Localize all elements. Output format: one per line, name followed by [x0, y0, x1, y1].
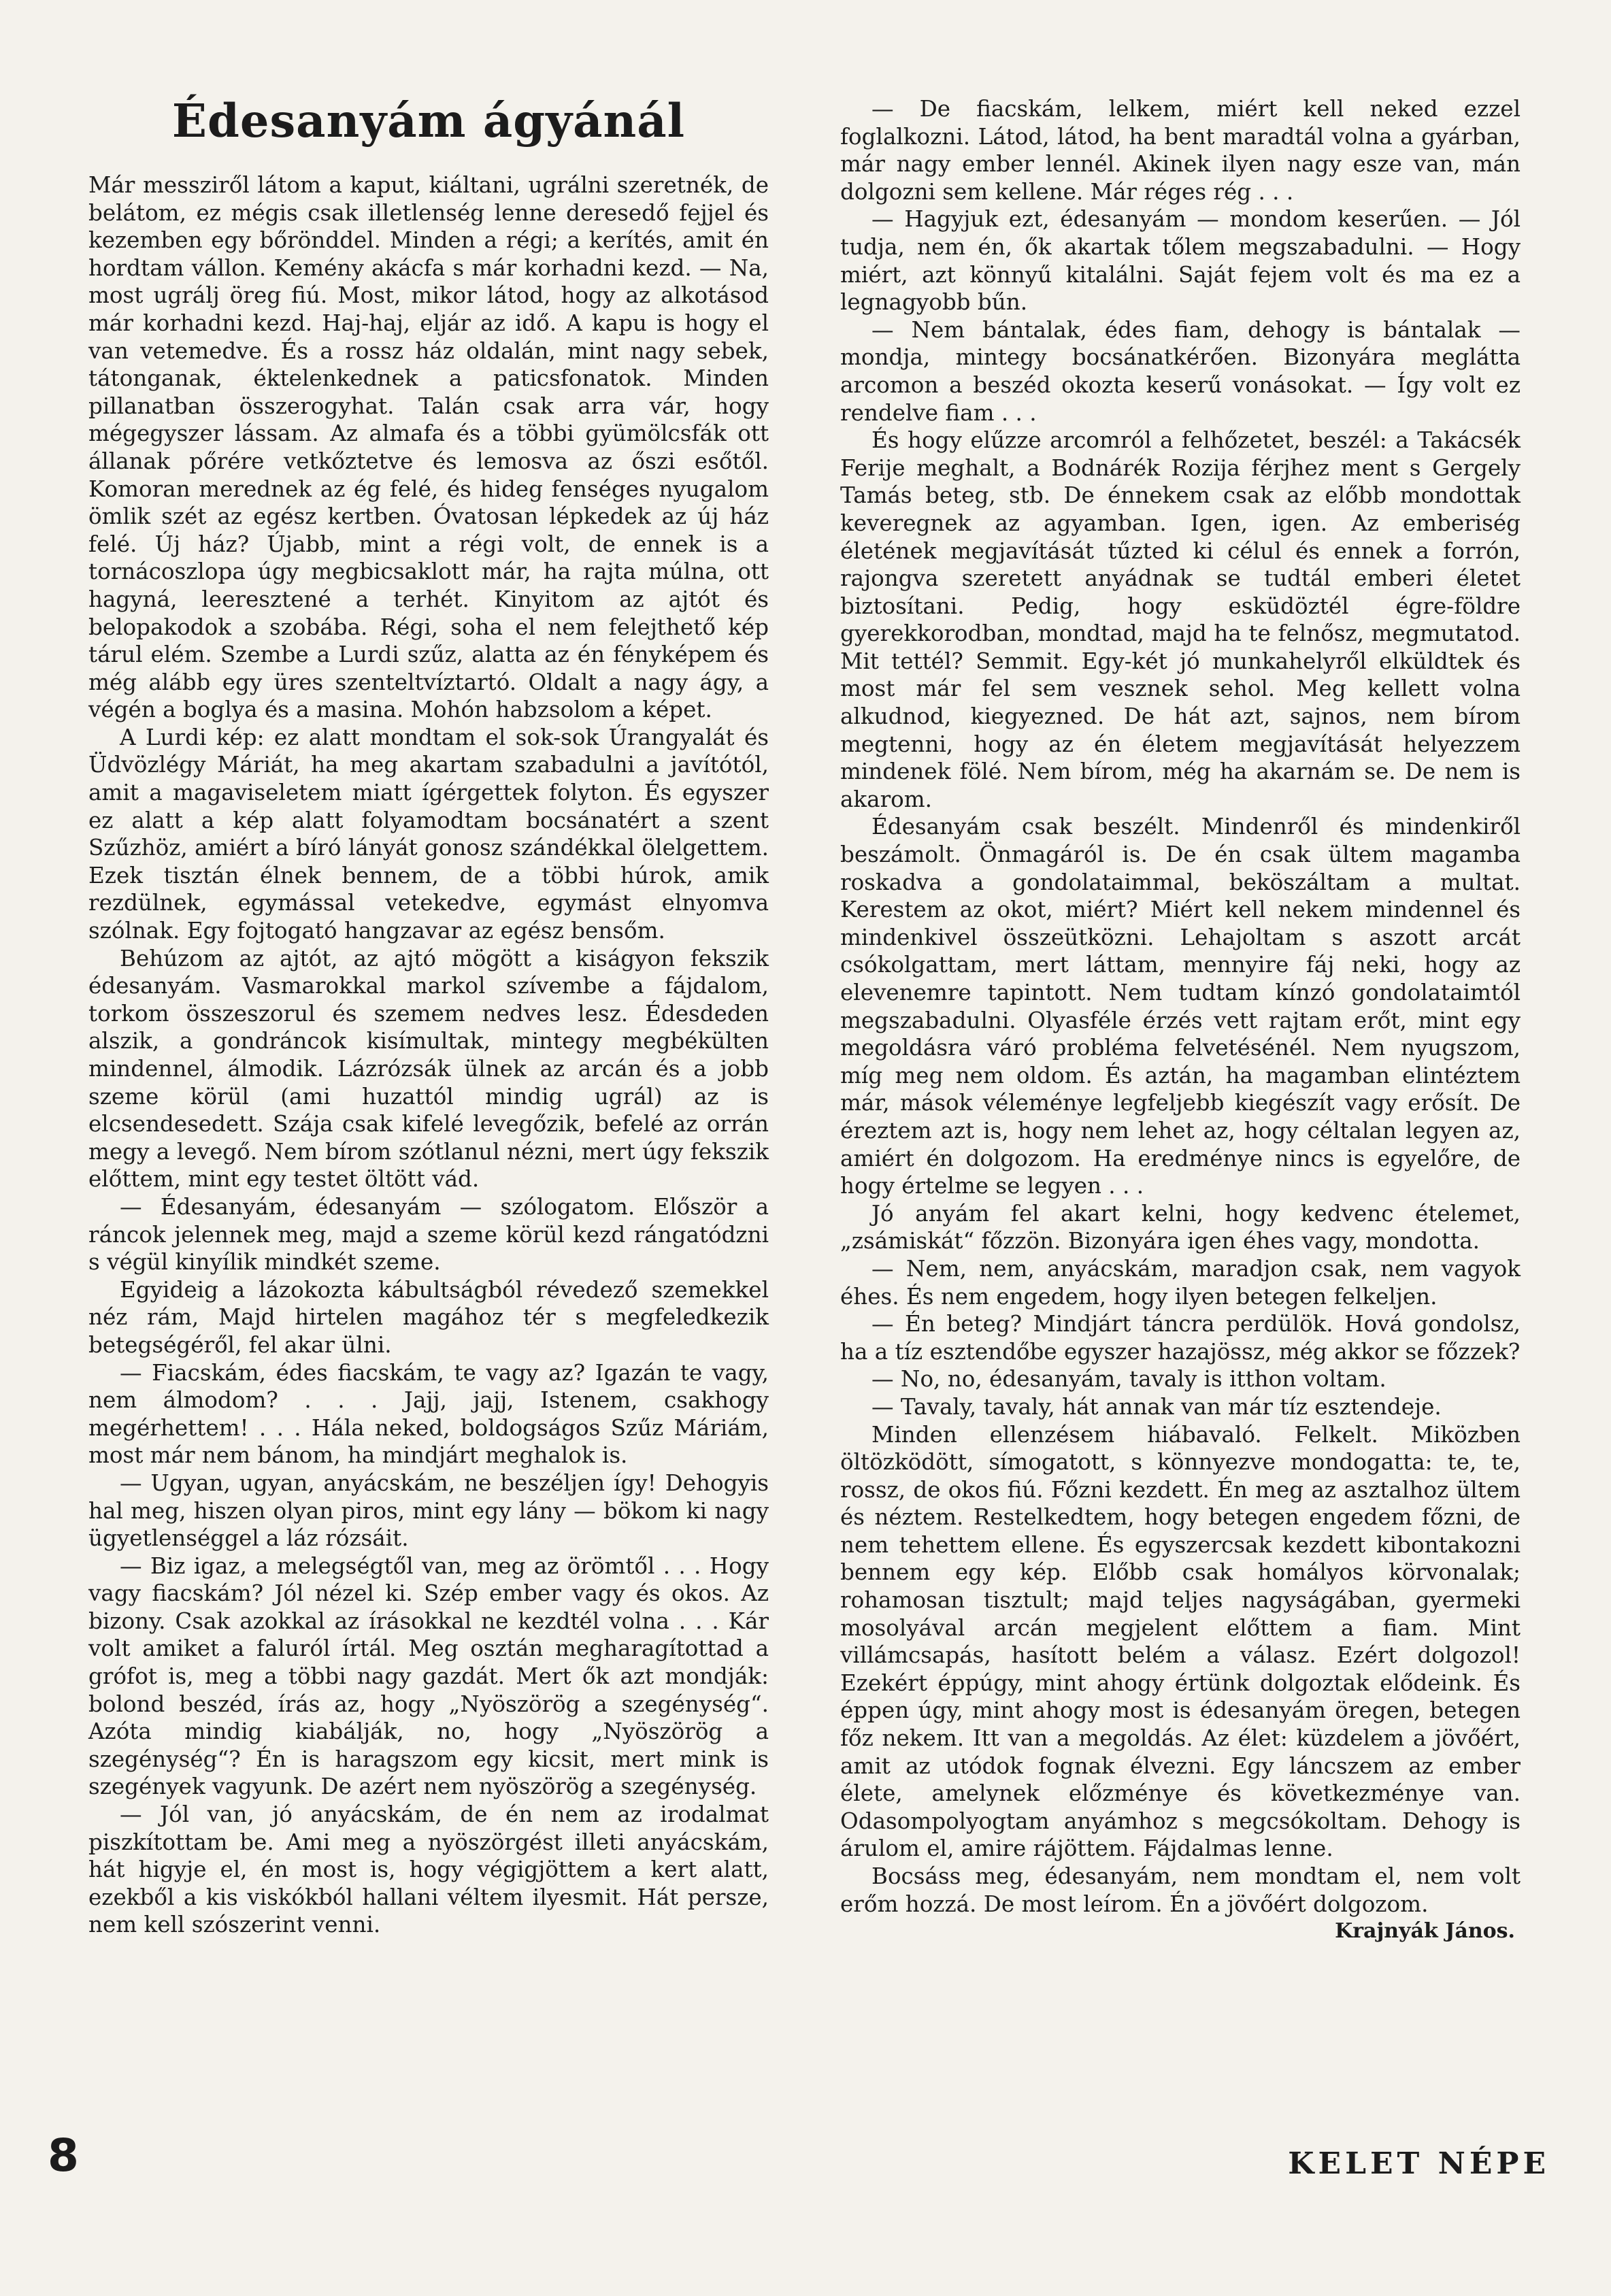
- article-title: Édesanyám ágyánál: [171, 94, 686, 148]
- paragraph: Behúzom az ajtót, az ajtó mögött a kiságyon fekszik édesanyám. Vasmarokkal markol szívembe a fájdalom, torkom összeszorul és szemem nedves lesz. Édesdeden alszik, a gondráncok kisímultak, mintegy megbékülten mindennel, álmodik. Lázrózsák ülnek az arcán és a jobb szeme körül (ami huzattól mindig ugrál) az is elcsendesedett. Szája csak kifelé levegőzik, befelé az orrán megy a levegő. Nem bírom szótlanul nézni, mert úgy fekszik előttem, mint egy testet öltött vád.: [88, 945, 769, 1193]
- paragraph: — Tavaly, tavaly, hát annak van már tíz esztendeje.: [871, 1393, 1442, 1420]
- paragraph: A Lurdi kép: ez alatt mondtam el sok-sok Úrangyalát és Üdvözlégy Máriát, ha meg akartam szabadulni a javítótól, amit a magaviseletem miatt ígérgettek folyton. És egyszer ez alatt a kép alatt folyamodtam bocsánatért a szent Szűzhöz, amiért a bíró lányát gonosz szándékkal ölelgettem. Ezek tisztán élnek bennem, de a többi húrok, amik rezdülnek, egymással vetekedve, egymást elnyomva szólnak. Egy fojtogató hangzavar az egész bensőm.: [88, 724, 769, 944]
- paragraph: Már messziről látom a kaput, kiáltani, ugrálni szeretnék, de belátom, ez mégis csak illetlenség lenne deresedő fejjel és kezemben egy bőrönddel. Minden a régi; a kerítés, amit én hordtam vállon. Kemény akácfa s már korhadni kezd. — Na, most ugrálj öreg fiú. Most, mikor látod, hogy az alkotásod már korhadni kezd. Haj-haj, eljár az idő. A kapu is hogy el van vetemedve. És a rossz ház oldalán, mint nagy sebek, tátonganak, éktelenkednek a paticsfonatok. Minden pillanatban összerogyhat. Talán csak arra vár, hogy mégegyszer lássam. Az almafa és a többi gyümölcsfák ott állanak pőrére vetkőztetve és lemosva az őszi esőtől. Komoran merednek az ég felé, és hideg fenséges nyugalom ömlik szét az egész kertben. Óvatosan lépkedek az új ház felé. Új ház? Újabb, mint a régi volt, de ennek is a tornácoszlopa úgy megbicsaklott már, ha rajta múlna, ott hagyná, leeresztené a terhét. Kinyitom az ajtót és belopakodok a szobába. Régi, soha el nem felejthető kép tárul elém. Szembe a Lurdi szűz, alatta az én fényképem és még alább egy üres szenteltvíztartó. Oldalt a nagy ágy, a végén a boglya és a masina. Mohón habzsolom a képet.: [88, 172, 769, 723]
- page-number: 8: [48, 2129, 79, 2182]
- paragraph: — Édesanyám, édesanyám — szólogatom. Először a ráncok jelennek meg, majd a szeme körül kezd rángatódzni s végül kinyílik mindkét szeme.: [88, 1193, 769, 1276]
- paragraph: — Jól van, jó anyácskám, de én nem az irodalmat piszkítottam be. Ami meg a nyöszörgést illeti anyácskám, hát higyje el, én most is, hogy végigjöttem a kert alatt, ezekből a kis viskókból hallani véltem ilyesmit. Hát persze, nem kell szószerint venni.: [88, 1801, 769, 1938]
- paragraph: — Fiacskám, édes fiacskám, te vagy az? Igazán te vagy, nem álmodom? . . . Jajj, jajj, Istenem, csakhogy megérhettem! . . . Hála neked, boldogságos Szűz Máriám, most már nem bánom, ha mindjárt meghalok is.: [88, 1359, 769, 1469]
- magazine-name: KELET NÉPE: [1288, 2146, 1550, 2181]
- paragraph: Édesanyám csak beszélt. Mindenről és mindenkiről beszámolt. Önmagáról is. De én csak ültem magamba roskadva a gondolataimmal, beköszáltam a multat. Kerestem az okot, miért? Miért kell nekem mindennel és mindenkivel összeütközni. Lehajoltam s aszott arcát csókolgattam, mert láttam, mennyire fáj neki, hogy az elevenemre tapintott. Nem tudtam kínzó gondolataimtól megszabadulni. Olyasféle érzés vett rajtam erőt, mint egy megoldásra váró probléma felvetésénél. Nem nyugszom, míg meg nem oldom. És aztán, ha magamban elintéztem már, mások véleménye legfeljebb kiegészít vagy erősít. De éreztem azt is, hogy nem lehet az, hogy céltalan legyen az, amiért én dolgozom. Ha eredménye nincs is egyelőre, de hogy értelme se legyen . . .: [840, 814, 1521, 1199]
- left-column: [88, 95, 769, 1939]
- paragraph: És hogy elűzze arcomról a felhőzetet, beszél: a Takácsék Ferije meghalt, a Bodnárék Rozija férjhez ment s Gergely Tamás beteg, stb. De énnekem csak az előbb mondottak keveregnek az agyamban. Igen, igen. Az emberiség életének megjavítását tűzted ki célul és ennek a forrón, rajongva szeretett anyádnak se tudtál emberi életet biztosítani. Pedig, hogy esküdöztél égre-földre gyerekkorodban, mondtad, majd ha te felnősz, megmutatod. Mit tettél? Semmit. Egy-két jó munkahelyről elküldtek és most már fel sem vesznek sehol. Meg kellett volna alkudnod, kiegyezned. De hát azt, sajnos, nem bírom megtenni, hogy az én életem megjavítását helyezzem mindenek fölé. Nem bírom, még ha akarnám se. De nem is akarom.: [840, 427, 1521, 812]
- paragraph: — Biz igaz, a melegségtől van, meg az örömtől . . . Hogy vagy fiacskám? Jól nézel ki. Szép ember vagy és okos. Az bizony. Csak azokkal az írásokkal ne kezdtél volna . . . Kár volt amiket a faluról írtál. Meg osztán megharagítottad a grófot is, meg a többi nagy gazdát. Mert ők azt mondják: bolond beszéd, írás az, hogy „Nyöszörög a szegénység“. Azóta mindig kiabálják, no, hogy „Nyöszörög a szegénység“? Én is haragszom egy kicsit, mert mink is szegények vagyunk. De azért nem nyöszörög a szegénység.: [88, 1552, 769, 1800]
- author-signature: Krajnyák János.: [1335, 1919, 1515, 1944]
- paragraph: — Nem bántalak, édes fiam, dehogy is bántalak — mondja, mintegy bocsánatkérően. Bizonyára meglátta arcomon a beszéd okozta keserű vonásokat. — Így volt ez rendelve fiam . . .: [840, 316, 1521, 426]
- paragraph: — No, no, édesanyám, tavaly is itthon voltam.: [871, 1366, 1386, 1393]
- paragraph: — Ugyan, ugyan, anyácskám, ne beszéljen így! Dehogyis hal meg, hiszen olyan piros, mint egy lány — bökom ki nagy ügyetlenséggel a láz rózsáit.: [88, 1469, 769, 1552]
- paragraph: Minden ellenzésem hiábavaló. Felkelt. Miközben öltözködött, símogatott, s könnyezve mondogatta: te, te, rossz, de okos fiú. Főzni kezdett. Én meg az asztalhoz ültem és néztem. Restelkedtem, hogy betegen engedem főzni, de nem tehettem ellene. És egyszercsak kezdett kibontakozni bennem egy kép. Előbb csak homályos körvonalak; rohamosan tisztult; majd teljes nagyságában, gyermeki mosolyával arcán megjelent előttem a fiam. Mint villámcsapás, hasított belém a válasz. Ezért dolgozol! Ezekért éppúgy, mint ahogy értünk dolgoztak elődeink. És éppen úgy, mint ahogy most is édesanyám öregen, betegen főz nekem. Itt van a megoldás. Az élet: küzdelem a jövőért, amit az utódok fognak élvezni. Egy láncszem az ember élete, amelynek előzménye és következménye van. Odasompolyogtam anyámhoz s megcsókoltam. Dehogy is árulom el, amire rájöttem. Fájdalmas lenne.: [840, 1421, 1521, 1862]
- paragraph: Jó anyám fel akart kelni, hogy kedvenc ételemet, „zsámiskát“ főzzön. Bizonyára igen éhes vagy, mondotta.: [840, 1200, 1521, 1254]
- paragraph: — Hagyjuk ezt, édesanyám — mondom keserűen. — Jól tudja, nem én, ők akartak tőlem megszabadulni. — Hogy miért, azt könnyű kitalálni. Saját fejem volt és ma ez a legnagyobb bűn.: [840, 206, 1521, 316]
- paragraph: — Nem, nem, anyácskám, maradjon csak, nem vagyok éhes. És nem engedem, hogy ilyen betegen felkeljen.: [840, 1255, 1521, 1310]
- paragraph: — De fiacskám, lelkem, miért kell neked ezzel foglalkozni. Látod, látod, ha bent maradtál volna a gyárban, már nagy ember lennél. Akinek ilyen nagy esze van, mán dolgozni sem kellene. Már réges rég . . .: [840, 96, 1521, 205]
- paragraph: Egyideig a lázokozta kábultságból révedező szemekkel néz rám, Majd hirtelen magához tér s megfeledkezik betegségéről, fel akar ülni.: [88, 1276, 769, 1358]
- paragraph: Bocsáss meg, édesanyám, nem mondtam el, nem volt erőm hozzá. De most leírom. Én a jövőért dolgozom.: [840, 1863, 1521, 1917]
- right-column: [840, 95, 1521, 1945]
- paragraph: — Én beteg? Mindjárt táncra perdülök. Hová gondolsz, ha a tíz esztendőbe egyszer hazajössz, még akkor se főzzek?: [840, 1311, 1521, 1365]
